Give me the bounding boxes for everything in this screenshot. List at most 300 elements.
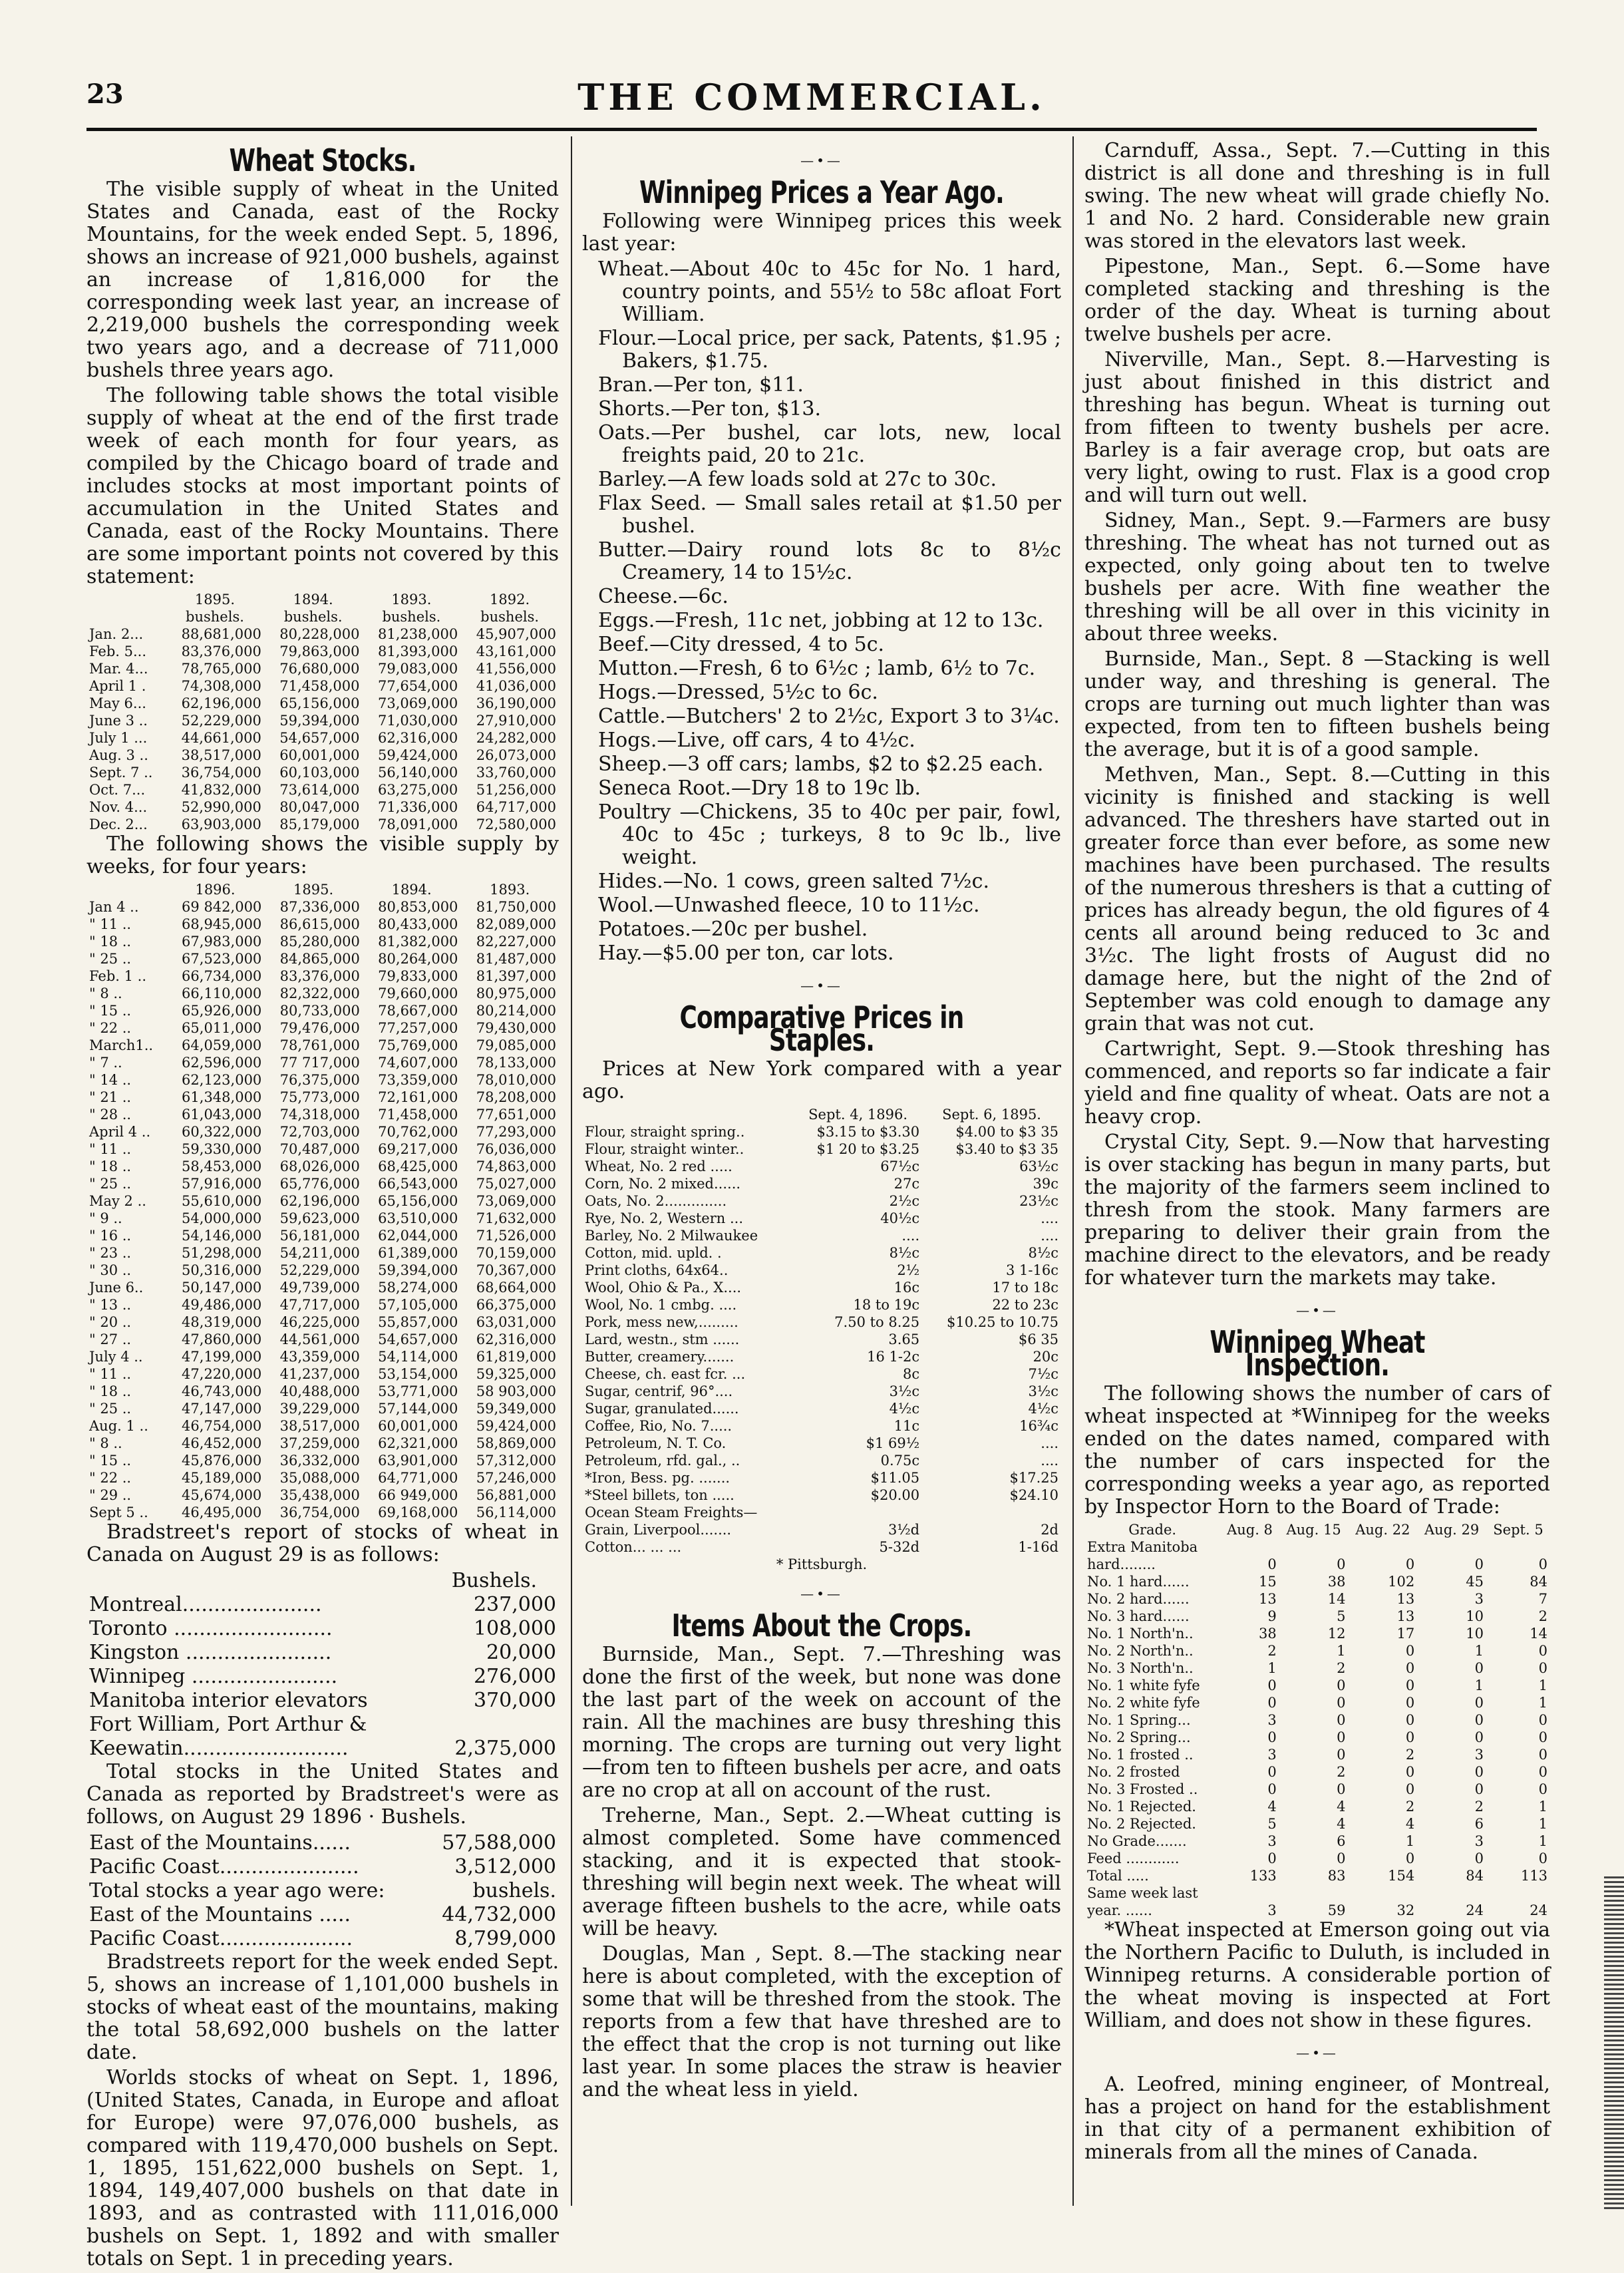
- table-row: [86, 1831, 559, 1855]
- table-cell: 53,154,000: [378, 1366, 458, 1382]
- price-entry: Beef.—City dressed, 4 to 5c.: [598, 633, 885, 656]
- table-cell: No. 3 North'n..: [1087, 1660, 1194, 1676]
- table-cell: 56,181,000: [279, 1228, 360, 1244]
- table-cell: 77,651,000: [476, 1107, 556, 1123]
- table-cell: 85,280,000: [279, 934, 360, 950]
- table-cell: Manitoba interior elevators: [89, 1689, 368, 1712]
- table-cell: 33,760,000: [476, 765, 556, 781]
- inspection-table: [1084, 1521, 1550, 1919]
- table-cell: No. 2 North'n..: [1087, 1643, 1194, 1659]
- table-cell: " 27 ..: [89, 1331, 132, 1347]
- table-cell: " 15 ..: [89, 1003, 132, 1019]
- table-cell: 15: [1258, 1574, 1277, 1590]
- table-cell: Wheat, No. 2 red .....: [585, 1158, 732, 1174]
- table-row: [1084, 1694, 1550, 1711]
- table-cell: Flour, straight winter..: [585, 1141, 744, 1157]
- table-row: [1084, 1590, 1550, 1608]
- table-cell: 78,010,000: [476, 1072, 556, 1088]
- table-cell: 66 949,000: [378, 1487, 458, 1503]
- table-cell: 78,133,000: [476, 1055, 556, 1071]
- table-cell: " 9 ..: [89, 1210, 122, 1226]
- table-cell: $10.25 to 10.75: [946, 1314, 1058, 1330]
- table-cell: [1220, 1884, 1279, 1902]
- table-cell: May 6...: [89, 695, 146, 711]
- table-cell: 7½c: [1028, 1366, 1058, 1382]
- table-cell: 44,561,000: [279, 1331, 360, 1347]
- table-cell: 16c: [893, 1280, 920, 1296]
- section-separator: —•—: [800, 152, 843, 168]
- table-cell: 27c: [893, 1176, 920, 1192]
- table-cell: 40,488,000: [279, 1383, 360, 1399]
- table-cell: 3: [1267, 1902, 1277, 1918]
- table-cell: 38,517,000: [279, 1418, 360, 1434]
- table-header: [86, 608, 559, 625]
- table-cell: $1 69½: [866, 1435, 920, 1451]
- table-row: [86, 1158, 559, 1175]
- table-row: [86, 985, 559, 1002]
- table-row: [1084, 1867, 1550, 1884]
- paragraph: The following table shows the total visible supply of wheat at the end of the first trade week of each month for four years, as compiled by the Chicago board of trade and includes stocks at most important points of accumulation in the United States and Canada, east of the Rocky Mountains. There are some important points not covered by this statement:: [86, 384, 559, 588]
- header-cell: [86, 608, 166, 625]
- table-row: [86, 1400, 559, 1417]
- table-row: [582, 1452, 1061, 1469]
- table-row: [582, 1192, 1061, 1210]
- table-cell: 66,375,000: [476, 1297, 556, 1313]
- table-cell: 59,623,000: [279, 1210, 360, 1226]
- column-3: [1084, 140, 1550, 2167]
- table-row: [582, 1469, 1061, 1486]
- table-cell: 61,819,000: [476, 1349, 556, 1365]
- crop-report: Carnduff, Assa., Sept. 7.—Cutting in this district is all done and threshing is in full swing. The new wheat will grade chiefly No. 1 and No. 2 hard. Considerable new grain was stored in the elevators last week.: [1084, 139, 1550, 253]
- table-cell: 71,526,000: [476, 1228, 556, 1244]
- table-cell: No. 1 North'n..: [1087, 1626, 1194, 1642]
- table-cell: No. 3 Frosted ..: [1087, 1781, 1198, 1797]
- wheat-stocks-heading: Wheat Stocks.: [229, 142, 416, 178]
- table-cell: 154: [1388, 1868, 1415, 1884]
- price-entry: Cheese.—6c.: [598, 585, 729, 608]
- scan-edge: [1604, 1876, 1624, 2209]
- table-cell: 3: [1267, 1747, 1277, 1763]
- table-row: [86, 1417, 559, 1435]
- table-cell: 47,199,000: [182, 1349, 262, 1365]
- table-cell: 10: [1466, 1608, 1484, 1624]
- price-entry: Hogs.—Live, off cars, 4 to 4½c.: [598, 729, 915, 752]
- table-cell: [1417, 1884, 1486, 1902]
- table-cell: 0: [1337, 1695, 1346, 1711]
- table-cell: 0: [1474, 1781, 1484, 1797]
- table-row: [86, 1665, 559, 1689]
- inspection-heading: Winnipeg Wheat Inspection.: [1210, 1324, 1425, 1383]
- table-row: [582, 1296, 1061, 1313]
- table-header: [86, 591, 559, 608]
- table-header: [582, 1106, 1061, 1123]
- table-cell: 7.50 to 8.25: [834, 1314, 920, 1330]
- table-cell: 1: [1405, 1833, 1415, 1849]
- column-1: [86, 140, 559, 2273]
- price-entry: Hides.—No. 1 cows, green salted 7½c.: [598, 870, 989, 893]
- table-cell: 0: [1538, 1850, 1547, 1866]
- table-row: [86, 1123, 559, 1140]
- table-cell: 77,293,000: [476, 1124, 556, 1140]
- price-entry: Wheat.—About 40c to 45c for No. 1 hard, country points, and 55½ to 58c afloat Fort William.: [598, 258, 1061, 326]
- table-cell: Kingston .......................: [89, 1641, 332, 1664]
- table-row: [582, 1331, 1061, 1348]
- table-cell: $24.10: [1009, 1487, 1058, 1503]
- table-cell: 79,660,000: [378, 985, 458, 1001]
- total-intro: Total stocks in the United States and Canada as reported by Bradstreet's were as follows, on August 29 1896 · Bushels.: [86, 1760, 559, 1829]
- table-row: [1084, 1660, 1550, 1677]
- table-cell: 84,865,000: [279, 951, 360, 967]
- table-cell: 71,632,000: [476, 1210, 556, 1226]
- table-cell: 4: [1337, 1816, 1346, 1832]
- table-row: [86, 798, 559, 816]
- table-cell: $20.00: [870, 1487, 920, 1503]
- table-cell: 72,161,000: [378, 1089, 458, 1105]
- table-row: [86, 781, 559, 798]
- table-cell: 47,860,000: [182, 1331, 262, 1347]
- table-cell: 79,476,000: [279, 1020, 360, 1036]
- table-row: [86, 1019, 559, 1037]
- table-cell: Cheese, ch. east fcr. ...: [585, 1366, 746, 1382]
- table-cell: 0: [1267, 1556, 1277, 1572]
- table-cell: 59,349,000: [476, 1401, 556, 1417]
- table-cell: 0: [1267, 1781, 1277, 1797]
- table-cell: 46,743,000: [182, 1383, 262, 1399]
- table-cell: 78,091,000: [377, 816, 458, 832]
- table-cell: 0: [1538, 1556, 1547, 1572]
- table-cell: " 23 ..: [89, 1245, 132, 1261]
- table-cell: No. 1 Rejected.: [1087, 1799, 1196, 1815]
- table-row: [1084, 1884, 1550, 1902]
- table-cell: *Steel billets, ton .....: [585, 1487, 734, 1503]
- table-cell: 38,517,000: [181, 747, 261, 763]
- table-cell: 71,458,000: [279, 678, 360, 694]
- table-row: [86, 1348, 559, 1365]
- table-row: [86, 816, 559, 833]
- table-cell: 66,110,000: [182, 985, 262, 1001]
- table-cell: " 29 ..: [89, 1487, 132, 1503]
- table-cell: 44,732,000: [442, 1903, 556, 1926]
- table-cell: Cotton, mid. upld. .: [585, 1245, 722, 1261]
- table-cell: Aug. 3 ..: [89, 747, 148, 763]
- table-cell: Ocean Steam Freights—: [585, 1504, 758, 1520]
- table-row: [582, 1123, 1061, 1140]
- table-cell: 53,771,000: [378, 1383, 458, 1399]
- table-row: [86, 1641, 559, 1665]
- table-cell: 27,910,000: [476, 713, 556, 729]
- table-cell: 32: [1396, 1902, 1415, 1918]
- table-cell: $3.40 to $3 35: [955, 1141, 1058, 1157]
- table-cell: No. 1 white fyfe: [1087, 1677, 1200, 1693]
- table-row: [86, 1244, 559, 1262]
- table-cell: $6 35: [1018, 1331, 1058, 1347]
- table-cell: Oct. 7...: [89, 782, 146, 798]
- table-cell: 82,227,000: [476, 934, 556, 950]
- wheat-stocks-body: [86, 178, 559, 588]
- table-cell: 68,425,000: [378, 1158, 458, 1174]
- table-row: [86, 712, 559, 729]
- price-entry: Butter.—Dairy round lots 8c to 8½c Creamery, 14 to 15½c.: [598, 538, 1061, 584]
- table-cell: Corn, No. 2 mixed......: [585, 1176, 741, 1192]
- table-cell: [922, 1504, 1061, 1521]
- table-cell: ....: [1041, 1228, 1058, 1244]
- weekly-supply-table: [86, 881, 559, 1521]
- table-cell: Wool, No. 1 cmbg. ....: [585, 1297, 737, 1313]
- table-cell: April 4 ..: [89, 1124, 151, 1140]
- table-cell: 43,161,000: [476, 643, 556, 659]
- table-cell: 83: [1327, 1868, 1346, 1884]
- table-row: [582, 1435, 1061, 1452]
- table-cell: 3: [1474, 1591, 1484, 1607]
- table-cell: 72,580,000: [476, 816, 556, 832]
- table-cell: 0: [1405, 1556, 1415, 1572]
- table-cell: 8c: [903, 1366, 920, 1382]
- table-cell: [794, 1504, 922, 1521]
- table-cell: " 7 ..: [89, 1055, 122, 1071]
- table-cell: 41,832,000: [181, 782, 261, 798]
- table-row: [86, 1002, 559, 1019]
- table-cell: 58,274,000: [378, 1280, 458, 1296]
- table-cell: Toronto .........................: [89, 1617, 333, 1640]
- table-cell: " 18 ..: [89, 1158, 132, 1174]
- table-row: [582, 1504, 1061, 1521]
- table-cell: $1 20 to $3.25: [816, 1141, 920, 1157]
- table-cell: 70,159,000: [476, 1245, 556, 1261]
- closing-note: A. Leofred, mining engineer, of Montreal, has a project on hand for the establishment in that city of a permanent exhibition of minerals from all the mines of Canada.: [1084, 2073, 1550, 2164]
- table-row: [86, 898, 559, 916]
- table-cell: 65,156,000: [279, 695, 360, 711]
- table-row: [86, 967, 559, 985]
- table-cell: 77 717,000: [279, 1055, 360, 1071]
- table-row: [86, 764, 559, 781]
- table-cell: Feb. 1 ..: [89, 968, 147, 984]
- table-cell: 2: [1267, 1643, 1277, 1659]
- table-cell: ....: [1041, 1453, 1058, 1469]
- table-cell: Rye, No. 2, Western ...: [585, 1210, 744, 1226]
- table-cell: 47,220,000: [182, 1366, 262, 1382]
- table-cell: 1: [1538, 1833, 1547, 1849]
- table-cell: 57,916,000: [182, 1176, 262, 1192]
- table-cell: Mar. 4...: [89, 661, 148, 677]
- table-cell: July 1 ...: [89, 730, 148, 746]
- table-row: [1084, 1850, 1550, 1867]
- table-cell: 54,146,000: [182, 1228, 262, 1244]
- table-cell: 57,246,000: [476, 1470, 556, 1486]
- table-cell: 57,312,000: [476, 1453, 556, 1469]
- table-row: [86, 643, 559, 660]
- table-cell: 70,762,000: [378, 1124, 458, 1140]
- table-cell: No. 3 hard......: [1087, 1608, 1190, 1624]
- section-separator: —•—: [1296, 1302, 1339, 1318]
- table-cell: 66,543,000: [378, 1176, 458, 1192]
- table-cell: 79,085,000: [476, 1037, 556, 1053]
- table-cell: 0: [1405, 1712, 1415, 1728]
- table-cell: bushels.: [472, 1879, 556, 1902]
- table-cell: 2: [1474, 1799, 1484, 1815]
- table-cell: 0: [1405, 1660, 1415, 1676]
- table-cell: [1279, 1884, 1349, 1902]
- table-cell: " 22 ..: [89, 1020, 132, 1036]
- table-cell: 0: [1405, 1695, 1415, 1711]
- table-cell: Sugar, granulated......: [585, 1401, 739, 1417]
- table-cell: 0: [1337, 1781, 1346, 1797]
- table-cell: [1348, 1538, 1417, 1556]
- table-cell: 3.65: [888, 1331, 920, 1347]
- table-cell: " 13 ..: [89, 1297, 132, 1313]
- table-cell: 6: [1474, 1816, 1484, 1832]
- table-cell: 13: [1396, 1608, 1415, 1624]
- header-cell: Aug. 22: [1355, 1522, 1410, 1538]
- table-row: [582, 1348, 1061, 1365]
- table-cell: 276,000: [473, 1665, 556, 1688]
- table-cell: 13: [1258, 1591, 1277, 1607]
- table-cell: 81,238,000: [377, 626, 458, 642]
- table-cell: 24: [1530, 1902, 1547, 1918]
- table-cell: 54,657,000: [279, 730, 360, 746]
- table-cell: " 8 ..: [89, 985, 122, 1001]
- header-cell: Aug. 8: [1227, 1522, 1273, 1538]
- table-cell: 36,754,000: [279, 1504, 360, 1520]
- table-cell: Wool, Ohio & Pa., X....: [585, 1280, 742, 1296]
- table-cell: April 1 .: [89, 678, 146, 694]
- table-cell: 39,229,000: [279, 1401, 360, 1417]
- table-cell: " 25 ..: [89, 951, 132, 967]
- table-cell: 108,000: [473, 1617, 556, 1640]
- crop-report: Methven, Man., Sept. 8.—Cutting in this vicinity is finished and stacking is well advanced. The threshers have started out in greater force than ever before, as some new machines have been purchased. The results of the numerous threshers is that a cutting of prices has already begun, the old figures of 4 cents all around being reduced to 3c and 3½c. The light frosts of August did no damage here, but the night of the 2nd of September was cold enough to damage any grain that was not cut.: [1084, 763, 1550, 1035]
- table-cell: Fort William, Port Arthur &: [89, 1713, 367, 1736]
- table-row: [1084, 1677, 1550, 1694]
- table-cell: 54,114,000: [378, 1349, 458, 1365]
- header-cell: [86, 881, 166, 898]
- table-cell: No. 2 hard......: [1087, 1591, 1190, 1607]
- table-row: [86, 625, 559, 643]
- table-cell: 9: [1267, 1608, 1277, 1624]
- price-entry: Mutton.—Fresh, 6 to 6½c ; lamb, 6½ to 7c.: [598, 657, 1036, 680]
- table-row: [86, 1737, 559, 1761]
- table-cell: Lard, westn., stm ......: [585, 1331, 740, 1347]
- table-cell: 80,228,000: [279, 626, 360, 642]
- table-cell: 0: [1267, 1764, 1277, 1780]
- table-row: [86, 747, 559, 764]
- table-cell: 4: [1267, 1799, 1277, 1815]
- table-cell: Jan 4 ..: [89, 899, 139, 915]
- table-row: [86, 1296, 559, 1313]
- table-cell: 74,308,000: [181, 678, 261, 694]
- table-cell: Sugar, centrif, 96°....: [585, 1383, 733, 1399]
- table-cell: 3 1-16c: [1006, 1262, 1058, 1278]
- table-row: [86, 1855, 559, 1879]
- table-cell: 56,140,000: [377, 765, 458, 781]
- table-cell: June 6..: [89, 1280, 144, 1296]
- table-cell: " 16 ..: [89, 1228, 132, 1244]
- table-row: [582, 1383, 1061, 1400]
- table-cell: 74,863,000: [476, 1158, 556, 1174]
- table-cell: Extra Manitoba: [1087, 1539, 1198, 1555]
- table-cell: 83,376,000: [279, 968, 360, 984]
- table-cell: 80,975,000: [476, 985, 556, 1001]
- table-cell: 86,615,000: [279, 916, 360, 932]
- table-cell: 82,089,000: [476, 916, 556, 932]
- table-cell: 50,147,000: [182, 1280, 262, 1296]
- table-row: [86, 1192, 559, 1210]
- table-cell: 2d: [1041, 1522, 1058, 1538]
- table-cell: 50,316,000: [182, 1262, 262, 1278]
- table-cell: 78,765,000: [181, 661, 261, 677]
- table-row: [582, 1158, 1061, 1175]
- header-cell: 1893.: [490, 882, 530, 898]
- table-cell: 26,073,000: [476, 747, 556, 763]
- table-cell: 75,769,000: [378, 1037, 458, 1053]
- price-entry: Potatoes.—20c per bushel.: [598, 918, 868, 941]
- table-cell: 49,739,000: [279, 1280, 360, 1296]
- table-cell: 54,211,000: [279, 1245, 360, 1261]
- table-cell: 60,322,000: [182, 1124, 262, 1140]
- table-cell: No. 1 Spring...: [1087, 1712, 1191, 1728]
- table-cell: 39c: [1033, 1176, 1058, 1192]
- table-header: [86, 1569, 559, 1593]
- table-cell: 8½c: [1028, 1245, 1058, 1261]
- table-cell: 65,926,000: [182, 1003, 262, 1019]
- table-cell: 1: [1538, 1695, 1547, 1711]
- table-cell: 46,495,000: [182, 1504, 262, 1520]
- table-cell: 51,298,000: [182, 1245, 262, 1261]
- table-cell: 0: [1474, 1764, 1484, 1780]
- inspection-intro: The following shows the number of cars of wheat inspected at *Winnipeg for the weeks ended on the dates named, compared with the number of cars inspected for the corresponding weeks a year ago, as reported by Inspector Horn to the Board of Trade:: [1084, 1382, 1550, 1518]
- table-row: [1084, 1815, 1550, 1833]
- table-cell: 73,359,000: [378, 1072, 458, 1088]
- table-cell: 67,523,000: [182, 951, 262, 967]
- crop-report: Pipestone, Man., Sept. 6.—Some have completed stacking and threshing is the order of the day. Wheat is turning about twelve bushels per acre.: [1084, 255, 1550, 346]
- table-cell: 23½c: [1019, 1193, 1058, 1209]
- table-cell: 6: [1337, 1833, 1346, 1849]
- table-cell: 1: [1538, 1677, 1547, 1693]
- table-row: [1084, 1642, 1550, 1660]
- table-cell: 63,275,000: [377, 782, 458, 798]
- table-cell: Jan. 2...: [89, 626, 144, 642]
- table-cell: 77,257,000: [378, 1020, 458, 1036]
- table-cell: 0: [1337, 1712, 1346, 1728]
- price-entry: Cattle.—Butchers' 2 to 2½c, Export 3 to 3¼c.: [598, 705, 1060, 728]
- table-row: [1084, 1556, 1550, 1573]
- table-cell: 81,382,000: [378, 934, 458, 950]
- table-cell: 75,027,000: [476, 1176, 556, 1192]
- table-cell: 59: [1327, 1902, 1346, 1918]
- table-cell: 69,217,000: [378, 1141, 458, 1157]
- table-cell: 0: [1337, 1556, 1346, 1572]
- table-cell: 45,876,000: [182, 1453, 262, 1469]
- table-cell: " 15 ..: [89, 1453, 132, 1469]
- table-cell: 63½c: [1019, 1158, 1058, 1174]
- table-cell: Coffee, Rio, No. 7.....: [585, 1418, 732, 1434]
- table-cell: 80,264,000: [378, 951, 458, 967]
- table-cell: 0: [1337, 1677, 1346, 1693]
- table-row: [86, 677, 559, 695]
- bradstreet-intro: Bradstreet's report of stocks of wheat in Canada on August 29 is as follows:: [86, 1520, 559, 1566]
- table-cell: 57,105,000: [378, 1297, 458, 1313]
- table-row: [86, 1617, 559, 1641]
- table-cell: 370,000: [473, 1689, 556, 1712]
- header-cell: 1893.: [391, 592, 432, 608]
- price-entry: Seneca Root.—Dry 18 to 19c lb.: [598, 777, 921, 800]
- table-cell: 1: [1337, 1643, 1346, 1659]
- table-cell: 37,259,000: [279, 1435, 360, 1451]
- table-cell: 59,394,000: [279, 713, 360, 729]
- table-cell: 38: [1258, 1626, 1277, 1642]
- table-cell: Cotton... ... ...: [585, 1539, 682, 1555]
- table-row: [582, 1417, 1061, 1435]
- table-row: [86, 1140, 559, 1158]
- table-cell: 66,734,000: [182, 968, 262, 984]
